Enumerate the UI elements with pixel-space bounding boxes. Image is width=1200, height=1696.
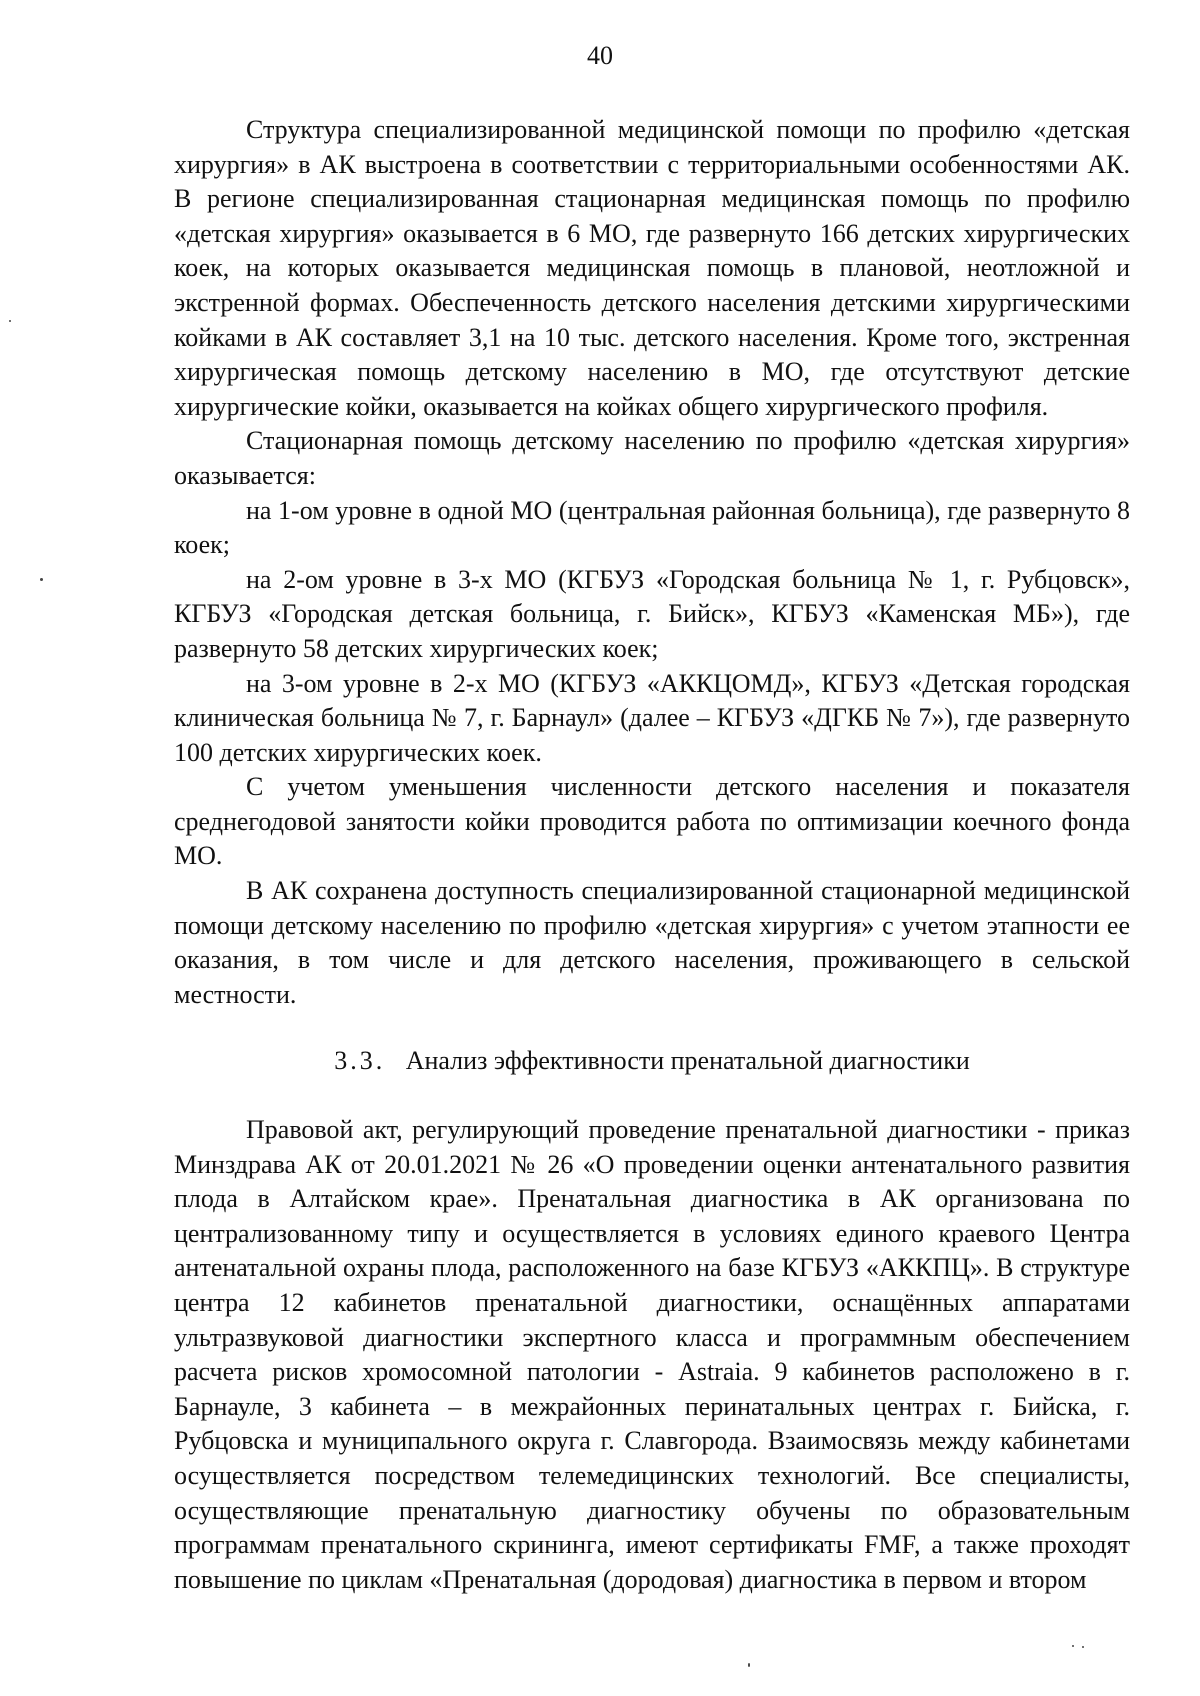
- scan-speck: [40, 578, 43, 581]
- section-title: Анализ эффективности пренатальной диагностики: [405, 1046, 970, 1076]
- section-number: 3.3.: [334, 1046, 386, 1076]
- page-number: 40: [587, 41, 613, 70]
- scan-speck: [1082, 1646, 1084, 1648]
- scan-speck: [9, 320, 11, 322]
- document-body: [174, 113, 1130, 1597]
- paragraph: Структура специализированной медицинской помощи по профилю «детская хирургия» в АК выстроена в соответствии с территориальными особенностями АК. В регионе специализированная стационарная медицинская помощь по профилю «детская хирургия» оказывается в 6 МО, где развернуто 166 детских хирургических коек, на которых оказывается медицинская помощь в плановой, неотложной и экстренной формах. Обеспеченность детского населения детскими хирургическими койками в АК составляет 3,1 на 10 тыс. детского населения. Кроме того, экстренная хирургическая помощь детскому населению в МО, где отсутствуют детские хирургические койки, оказывается на койках общего хирургического профиля.: [174, 115, 1130, 421]
- scan-speck: [1072, 1645, 1074, 1647]
- section-pediatric-surgery: [174, 113, 1130, 1012]
- list-item-level-1: на 1-ом уровне в одной МО (центральная районная больница), где развернуто 8 коек;: [174, 495, 1130, 560]
- paragraph: Стационарная помощь детскому населению по профилю «детская хирургия» оказывается:: [174, 426, 1130, 490]
- list-item-level-3: на 3-ом уровне в 2-х МО (КГБУЗ «АККЦОМД», КГБУЗ «Детская городская клиническая больница № 7, г. Барнаул» (далее – КГБУЗ «ДГКБ № 7»), где развернуто 100 детских хирургических коек.: [174, 668, 1130, 767]
- paragraph: С учетом уменьшения численности детского населения и показателя среднегодовой занятости койки проводится работа по оптимизации коечного фонда МО.: [174, 772, 1130, 871]
- section-heading: [174, 1044, 1130, 1079]
- section-prenatal-diagnostics: [174, 1113, 1130, 1597]
- scan-speck: [748, 1663, 750, 1667]
- list-item-level-2: на 2-ом уровне в 3-х МО (КГБУЗ «Городская больница № 1, г. Рубцовск», КГБУЗ «Городская детская больница, г. Бийск», КГБУЗ «Каменская МБ»), где развернуто 58 детских хирургических коек;: [174, 564, 1130, 663]
- paragraph: Правовой акт, регулирующий проведение пренатальной диагностики - приказ Минздрава АК от 20.01.2021 № 26 «О проведении оценки антенатального развития плода в Алтайском крае». Пренатальная диагностика в АК организована по централизованному типу и осуществляется в условиях единого краевого Центра антенатальной охраны плода, расположенного на базе КГБУЗ «АККПЦ». В структуре центра 12 кабинетов пренатальной диагностики, оснащённых аппаратами ультразвуковой диагностики экспертного класса и программным обеспечением расчета рисков хромосомной патологии - Astraia. 9 кабинетов расположено в г. Барнауле, 3 кабинета – в межрайонных перинатальных центрах г. Бийска, г. Рубцовска и муниципального округа г. Славгорода. Взаимосвязь между кабинетами осуществляется посредством телемедицинских технологий. Все специалисты, осуществляющие пренатальную диагностику обучены по образовательным программам пренатального скрининга, имеют сертификаты FMF, а также проходят повышение по циклам «Пренатальная (дородовая) диагностика в первом и втором: [174, 1115, 1130, 1594]
- paragraph: В АК сохранена доступность специализированной стационарной медицинской помощи детскому населению по профилю «детская хирургия» с учетом этапности ее оказания, в том числе и для детского населения, проживающего в сельской местности.: [174, 876, 1130, 1009]
